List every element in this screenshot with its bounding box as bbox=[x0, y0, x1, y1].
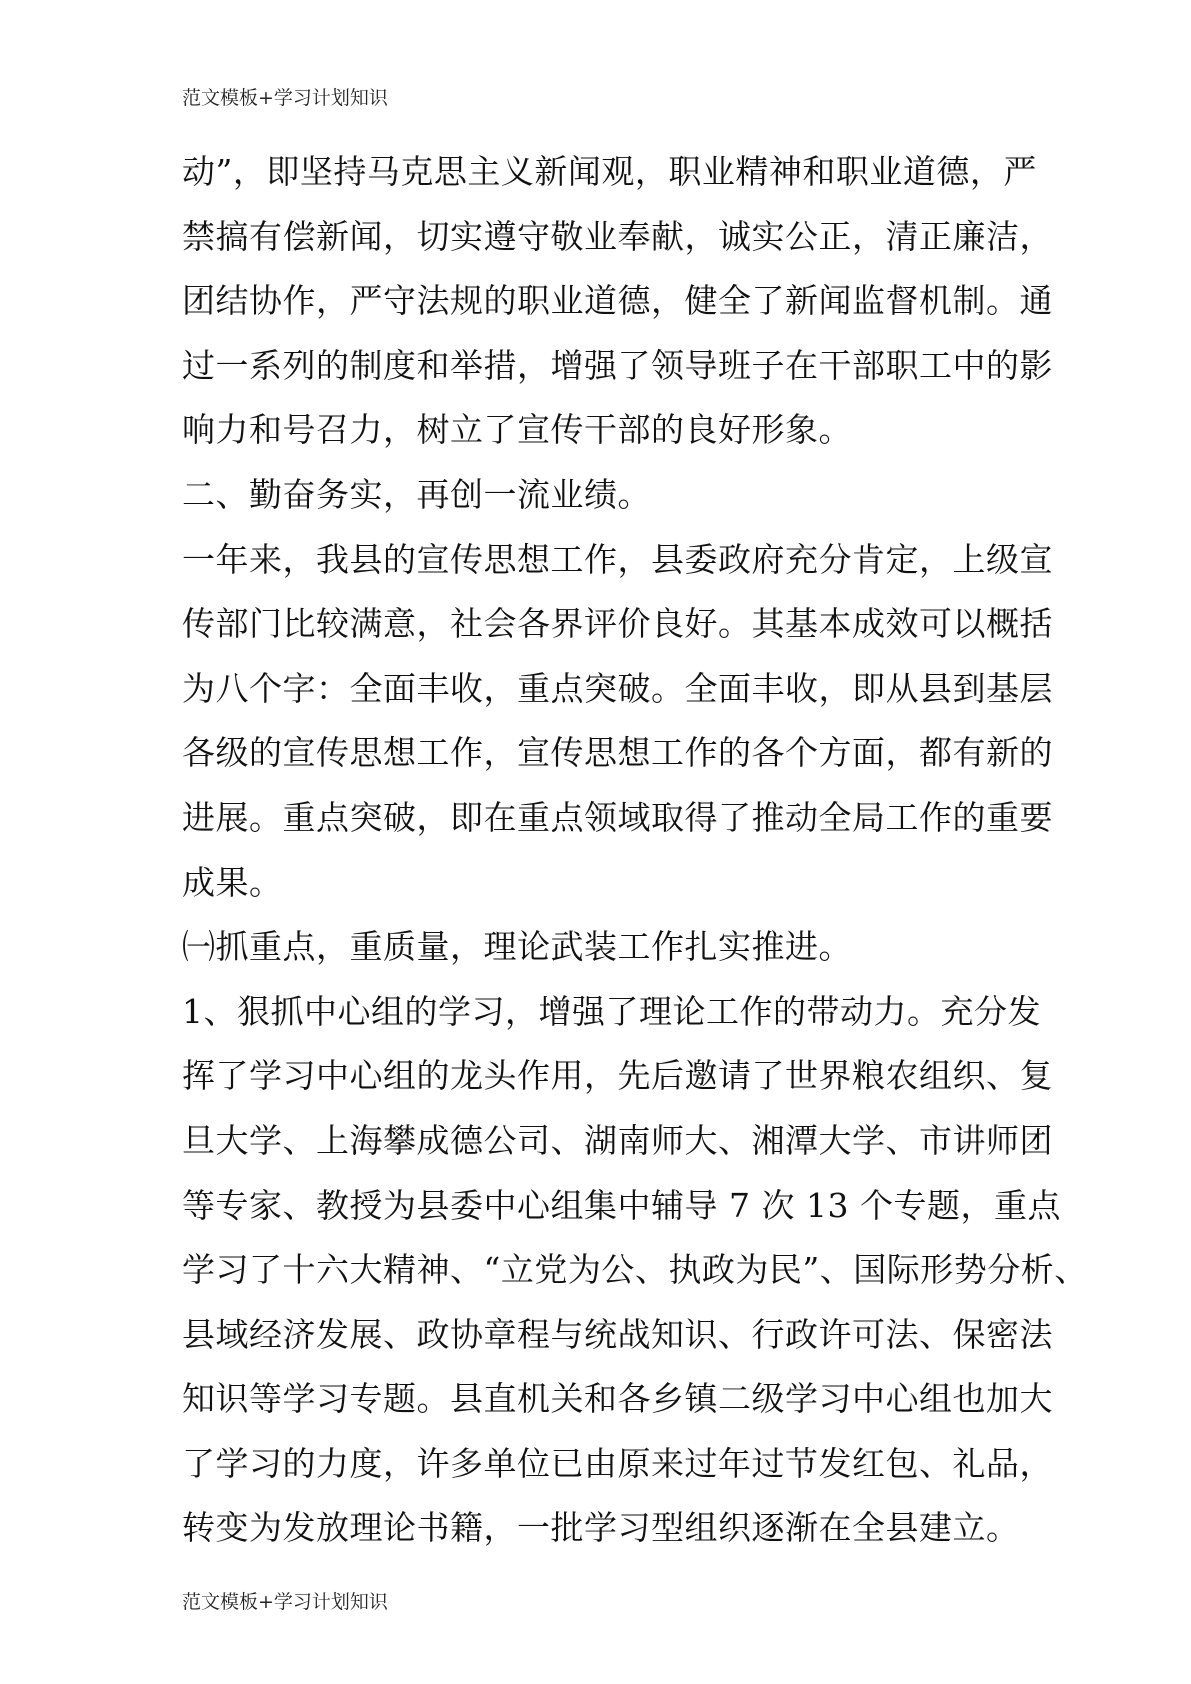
text-line: 进展。重点突破，即在重点领域取得了推动全局工作的重要 bbox=[182, 797, 1053, 837]
page-footer: 范文模板+学习计划知识 bbox=[182, 1591, 388, 1613]
text-line: 成果。 bbox=[182, 862, 283, 902]
text-line: 过一系列的制度和举措，增强了领导班子在干部职工中的影 bbox=[182, 345, 1053, 385]
text-line: 等专家、教授为县委中心组集中辅导 7 次 13 个专题，重点 bbox=[182, 1185, 1061, 1225]
text-line: 禁搞有偿新闻，切实遵守敬业奉献，诚实公正，清正廉洁， bbox=[182, 216, 1053, 256]
text-line: 一年来，我县的宣传思想工作，县委政府充分肯定，上级宣 bbox=[182, 539, 1053, 579]
text-line: 响力和号召力，树立了宣传干部的良好形象。 bbox=[182, 410, 852, 450]
text-line: 县域经济发展、政协章程与统战知识、行政许可法、保密法 bbox=[182, 1314, 1053, 1354]
text-line: 旦大学、上海攀成德公司、湖南师大、湘潭大学、市讲师团 bbox=[182, 1120, 1053, 1160]
text-line: 各级的宣传思想工作，宣传思想工作的各个方面，都有新的 bbox=[182, 733, 1053, 773]
text-line: 转变为发放理论书籍，一批学习型组织逐渐在全县建立。 bbox=[182, 1508, 1020, 1548]
section-heading: 二、勤奋务实，再创一流业绩。 bbox=[182, 474, 651, 514]
text-line: 1、狠抓中心组的学习，增强了理论工作的带动力。充分发 bbox=[182, 991, 1041, 1031]
subsection-heading: ㈠抓重点，重质量，理论武装工作扎实推进。 bbox=[182, 927, 852, 967]
text-line: 学习了十六大精神、“立党为公、执政为民”、国际形势分析、 bbox=[182, 1250, 1088, 1290]
text-line: 为八个字：全面丰收，重点突破。全面丰收，即从县到基层 bbox=[182, 668, 1053, 708]
page-header: 范文模板+学习计划知识 bbox=[182, 87, 388, 109]
text-line: 挥了学习中心组的龙头作用，先后邀请了世界粮农组织、复 bbox=[182, 1056, 1053, 1096]
text-line: 了学习的力度，许多单位已由原来过年过节发红包、礼品， bbox=[182, 1443, 1053, 1483]
text-line: 知识等学习专题。县直机关和各乡镇二级学习中心组也加大 bbox=[182, 1379, 1053, 1419]
text-line: 传部门比较满意，社会各界评价良好。其基本成效可以概括 bbox=[182, 604, 1053, 644]
body-text bbox=[182, 140, 1088, 1561]
text-line: 团结协作，严守法规的职业道德，健全了新闻监督机制。通 bbox=[182, 281, 1053, 321]
text-line: 动”，即坚持马克思主义新闻观，职业精神和职业道德，严 bbox=[182, 152, 1037, 191]
